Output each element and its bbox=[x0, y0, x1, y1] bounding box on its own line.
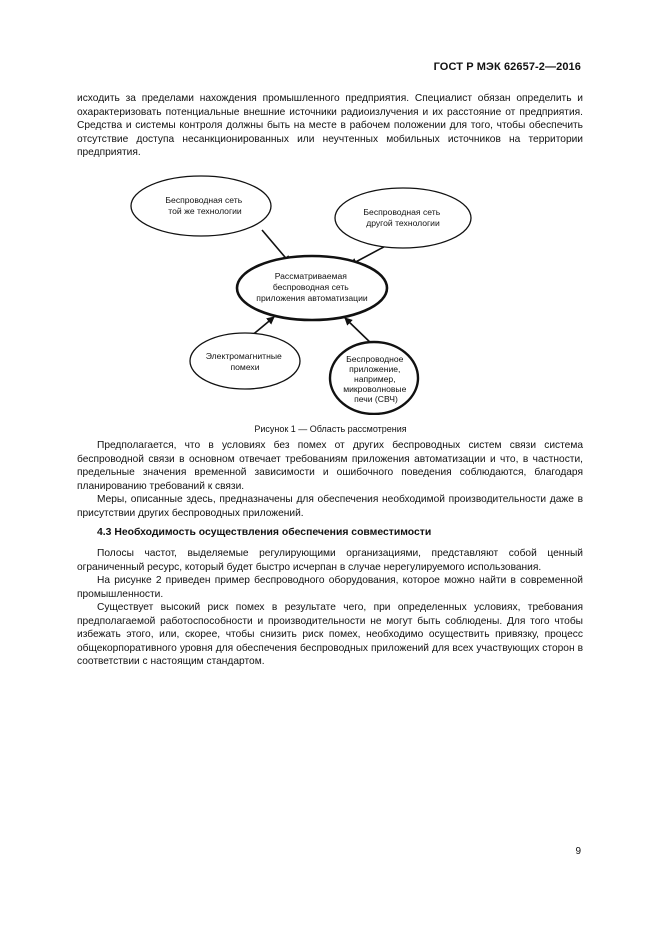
section-paragraph-2: На рисунке 2 приведен пример беспроводного оборудования, которое можно найти в современной промышленности. bbox=[77, 575, 583, 600]
node-other-technology-network bbox=[335, 188, 471, 248]
intro-paragraph: исходить за пределами нахождения промышленного предприятия. Специалист обязан определить и охарактеризовать потенциальные внешние источники радиоизлучения и их расстояние от предприятия. Средства и системы контроля должны быть на месте в рабочем положении для того, чтобы обеспечить отсутствие доступа несанкционированных или неучтенных мобильных источников на территории предприятия. bbox=[77, 93, 583, 159]
page-number: 9 bbox=[575, 846, 581, 857]
node-emi-line2: помехи bbox=[230, 362, 260, 372]
node-microwave-line3: например, bbox=[353, 374, 396, 384]
node-microwave-line2: приложение, bbox=[349, 364, 401, 374]
figure-caption: Рисунок 1 — Область рассмотрения bbox=[254, 424, 407, 434]
node-other-technology-line2: другой технологии bbox=[366, 218, 440, 228]
node-same-technology-network bbox=[131, 176, 271, 236]
node-other-technology-line1: Беспроводная сеть bbox=[363, 207, 441, 217]
scope-diagram bbox=[0, 175, 661, 415]
node-considered-automation-network bbox=[237, 256, 387, 320]
svg-text:Беспроводная сеть той же bbox=[165, 195, 244, 216]
node-microwave-line1: Беспроводное bbox=[346, 354, 404, 364]
section-paragraph-1: Полосы частот, выделяемые регулирующими организациями, представляют собой ценный ограниченный ресурс, который будет быстро исчерпан в случае нерегулируемого использования. bbox=[77, 548, 583, 573]
node-center-line3: приложения автоматизации bbox=[256, 293, 368, 303]
node-emi-line1: Электромагнитные bbox=[205, 351, 282, 361]
node-center-line2: беспроводная сеть bbox=[272, 282, 349, 292]
body-paragraph-2: Меры, описанные здесь, предназначены для обеспечения необходимой производительности даже в присутствии других беспроводных приложений. bbox=[77, 494, 583, 519]
section-paragraph-3: Существует высокий риск помех в результате чего, при определенных условиях, требования предполагаемой работоспособности и производительности не могут быть соблюдены. Для того чтобы избежать этого, или, скорее, чтобы снизить риск помех, необходимо осуществить привязку, процесс общекорпоративного уровня для обеспечения беспроводных приложений для всех участвующих сторон в соответствии с настоящим стандартом. bbox=[77, 602, 583, 668]
node-center-line1: Рассматриваемая bbox=[274, 271, 347, 281]
node-microwave-line4: микроволновые bbox=[343, 384, 407, 394]
node-same-technology-line1: Беспроводная сеть bbox=[165, 195, 243, 205]
document-id-header: ГОСТ Р МЭК 62657-2—2016 bbox=[433, 61, 581, 73]
section-title: 4.3 Необходимость осуществления обеспечения совместимости bbox=[97, 527, 432, 538]
node-wireless-application-microwave bbox=[330, 342, 418, 414]
node-microwave-line5: печи (СВЧ) bbox=[354, 394, 398, 404]
node-same-technology-line2: той же технологии bbox=[168, 206, 242, 216]
svg-text:Беспроводная сеть другой bbox=[363, 207, 442, 228]
node-electromagnetic-interference bbox=[190, 333, 300, 389]
body-paragraph-1: Предполагается, что в условиях без помех от других беспроводных систем связи система беспроводной связи в основном отвечает требованиям приложения автоматизации и что, в частности, предельные значения временной зависимости и ошибочного поведения соблюдаются, благодаря планированию требований к связи. bbox=[77, 440, 583, 492]
